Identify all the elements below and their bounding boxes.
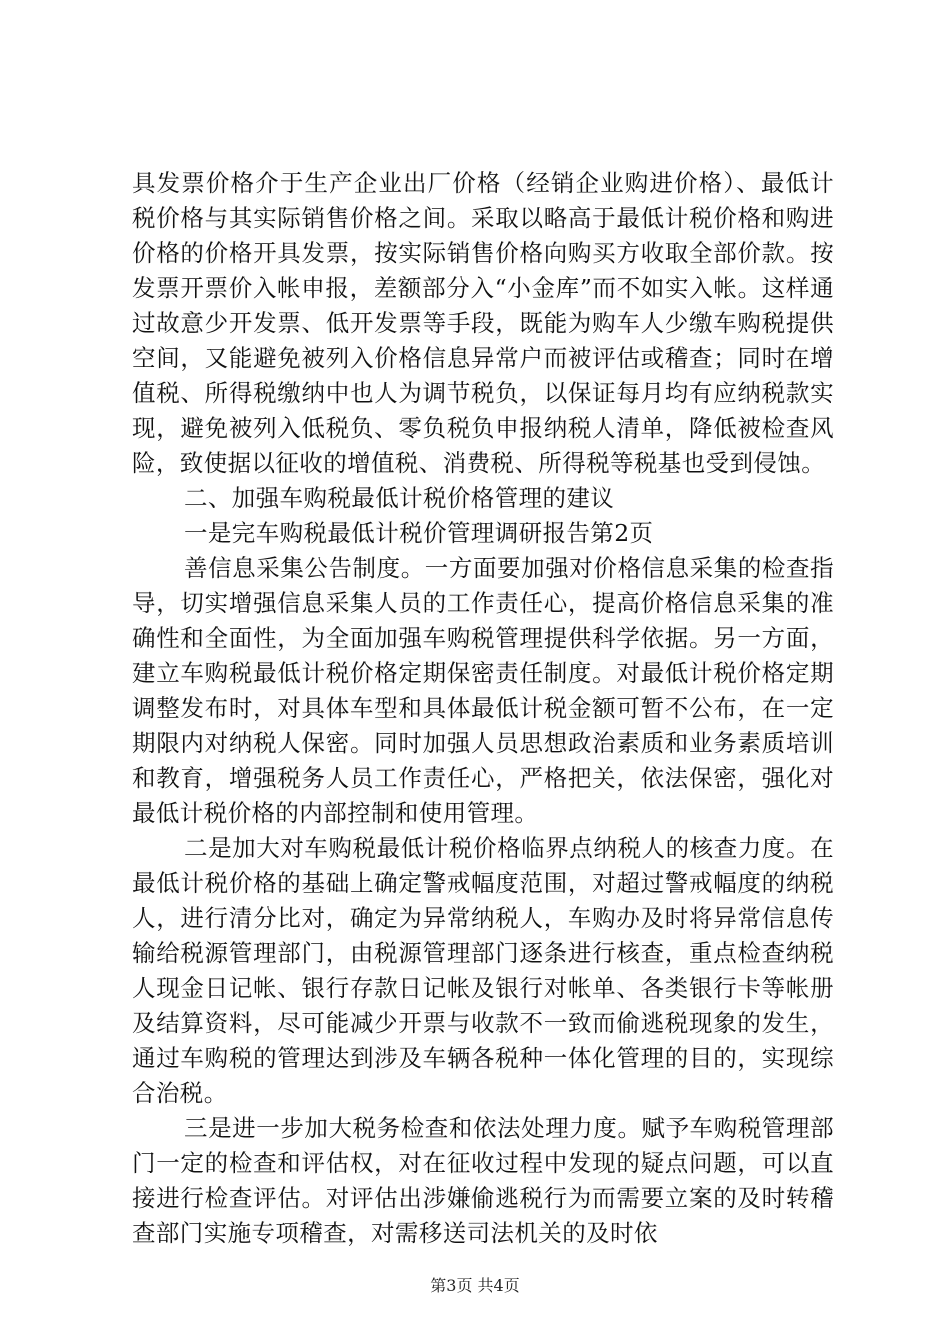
paragraph-recommendation-three: 三是进一步加大税务检查和依法处理力度。赋予车购税管理部门一定的检查和评估权，对在征收过程中发现的疑点问题，可以直接进行检查评估。对评估出涉嫌偷逃税行为而需要立案的及时转稽查部门实施专项稽查，对需移送司法机关的及时依 [132,1114,834,1247]
paragraph-recommendation-two: 二是加大对车购税最低计税价格临界点纳税人的核查力度。在最低计税价格的基础上确定警戒幅度范围，对超过警戒幅度的纳税人，进行清分比对，确定为异常纳税人，车购办及时将异常信息传输给税源管理部门，由税源管理部门逐条进行核查，重点检查纳税人现金日记帐、银行存款日记帐及银行对帐单、各类银行卡等帐册及结算资料，尽可能减少开票与收款不一致而偷逃税现象的发生，通过车购税的管理达到涉及车辆各税种一体化管理的目的，实现综合治税。 [132,834,834,1107]
paragraph-information-collection: 善信息采集公告制度。一方面要加强对价格信息采集的检查指导，切实增强信息采集人员的工作责任心，提高价格信息采集的准确性和全面性，为全面加强车购税管理提供科学依据。另一方面，建立车购税最低计税价格定期保密责任制度。对最低计税价格定期调整发布时，对具体车型和具体最低计税金额可暂不公布，在一定期限内对纳税人保密。同时加强人员思想政治素质和业务素质培训和教育，增强税务人员工作责任心，严格把关，依法保密，强化对最低计税价格的内部控制和使用管理。 [132,554,834,827]
section-heading-recommendations: 二、加强车购税最低计税价格管理的建议 [184,484,615,512]
paragraph-recommendation-one-start: 一是完车购税最低计税价管理调研报告第2页 [184,519,654,547]
page-footer: 第3页 共4页 [430,1276,520,1295]
paragraph-tax-evasion-methods: 具发票价格介于生产企业出厂价格（经销企业购进价格）、最低计税价格与其实际销售价格之间。采取以略高于最低计税价格和购进价格的价格开具发票，按实际销售价格向购买方收取全部价款。按发票开票价入帐申报，差额部分入“小金库”而不如实入帐。这样通过故意少开发票、低开发票等手段，既能为购车人少缴车购税提供空间，又能避免被列入价格信息异常户而被评估或稽查；同时在增值税、所得税缴纳中也人为调节税负，以保证每月均有应纳税款实现，避免被列入低税负、零负税负申报纳税人清单，降低被检查风险，致使据以征收的增值税、消费税、所得税等税基也受到侵蚀。 [132,169,834,477]
document-body [132,166,834,1251]
